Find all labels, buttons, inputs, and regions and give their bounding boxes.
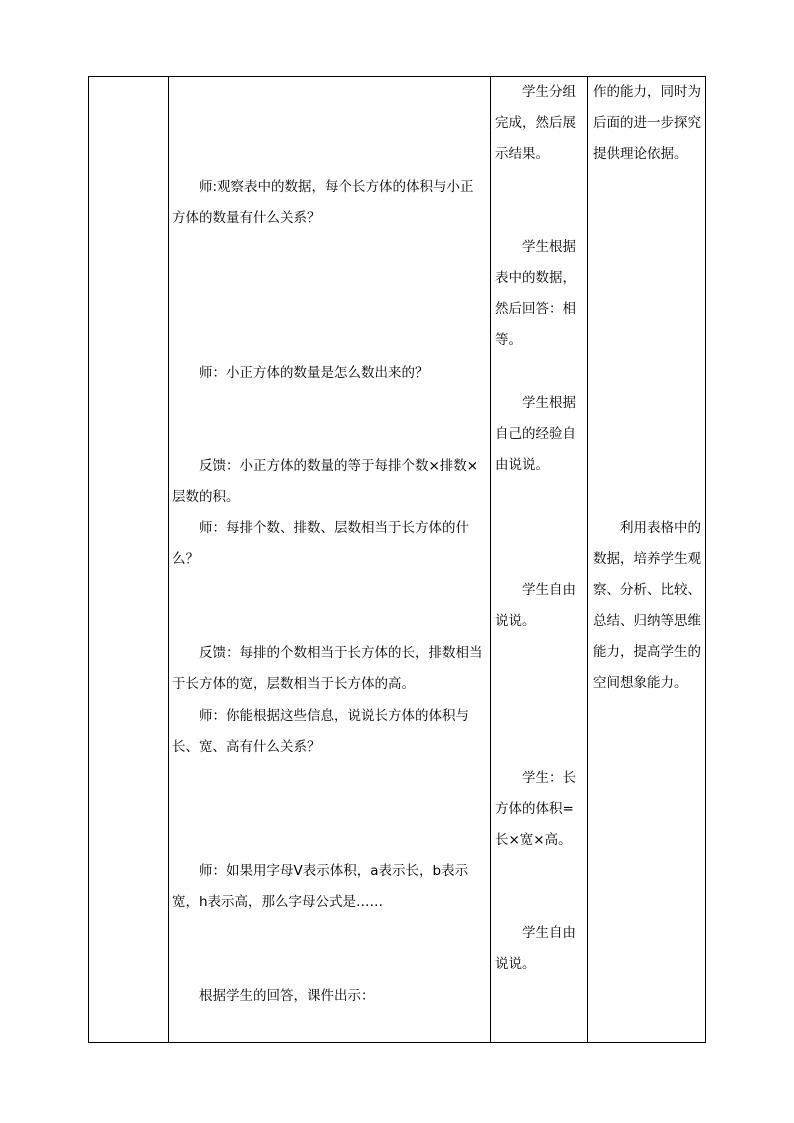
student-text: 学生自由说说。 (495, 925, 576, 972)
student-text: 学生分组完成，然后展示结果。 (495, 84, 576, 162)
teacher-text: 反馈：小正方体的数量的等于每排个数×排数×层数的积。 (172, 458, 479, 505)
teacher-text: 师：小正方体的数量是怎么数出来的？ (172, 365, 429, 381)
teacher-text: 师：你能根据这些信息，说说长方体的体积与长、宽、高有什么关系？ (172, 708, 469, 755)
teacher-text: 根据学生的回答，课件出示： (172, 988, 375, 1004)
student-text: 学生根据表中的数据，然后回答：相等。 (495, 239, 576, 348)
column-divider (490, 77, 491, 1042)
teacher-text: 师：如果用字母V表示体积，a表示长，b表示宽，h表示高，那么字母公式是…… (172, 863, 469, 910)
teacher-text: 师：每排个数、排数、层数相当于长方体的什么？ (172, 520, 469, 567)
student-text: 学生根据自己的经验自由说说。 (495, 395, 576, 473)
teacher-text: 师:观察表中的数据，每个长方体的体积与小正方体的数量有什么关系？ (172, 179, 474, 226)
column-divider (168, 77, 169, 1042)
teacher-text: 反馈：每排的个数相当于长方体的长，排数相当于长方体的宽，层数相当于长方体的高。 (172, 645, 483, 692)
intent-text: 作的能力，同时为后面的进一步探究提供理论依据。 (593, 84, 701, 162)
student-text: 学生：长方体的体积=长×宽×高。 (495, 770, 576, 848)
student-text: 学生自由说说。 (495, 582, 576, 629)
column-divider (587, 77, 588, 1042)
intent-text: 利用表格中的数据，培养学生观察、分析、比较、总结、归纳等思维能力，提高学生的空间想象能力。 (593, 520, 701, 691)
